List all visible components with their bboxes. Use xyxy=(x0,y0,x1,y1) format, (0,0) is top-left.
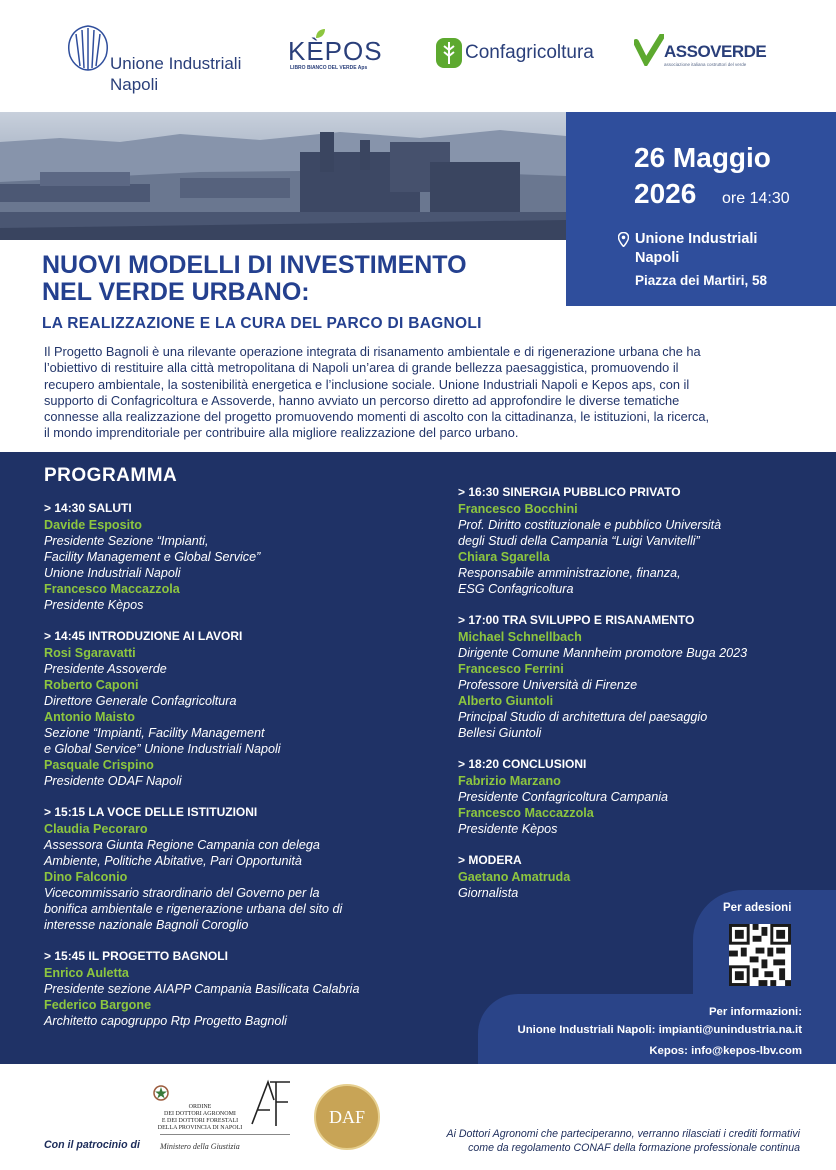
speaker-role: Presidente ODAF Napoli xyxy=(44,774,182,788)
speaker-role: Unione Industriali Napoli xyxy=(44,566,181,580)
speaker-name: Francesco Maccazzola xyxy=(44,582,180,596)
daf-seal-text: DAF xyxy=(328,1107,365,1127)
event-time: ore 14:30 xyxy=(722,190,790,207)
program-session xyxy=(44,804,424,933)
speaker-name: Alberto Giuntoli xyxy=(458,694,554,708)
patrocinio-label: Con il patrocinio di xyxy=(44,1139,140,1151)
speaker-name: Gaetano Amatruda xyxy=(458,870,571,884)
confagricoltura-name: Confagricoltura xyxy=(465,42,594,63)
intro-line: l’obiettivo di restituire alla città metropolitana di Napoli un’area di grande bellezza paesaggistica, promuovendo il xyxy=(44,360,679,376)
kepos-name: KÈPOS xyxy=(288,36,383,66)
program-session xyxy=(44,628,424,789)
assoverde-logo xyxy=(634,34,794,74)
venue-line2: Napoli xyxy=(635,250,680,266)
program-session xyxy=(458,756,788,837)
session-title: > 15:15 LA VOCE DELLE ISTITUZIONI xyxy=(44,805,258,819)
speaker-name: Chiara Sgarella xyxy=(458,550,550,564)
speaker-role: Bellesi Giuntoli xyxy=(458,726,542,740)
adesioni-label: Per adesioni xyxy=(723,902,792,914)
odaf-divider xyxy=(160,1134,290,1135)
speaker-name: Rosi Sgaravatti xyxy=(44,646,136,660)
program-session xyxy=(44,948,424,1029)
speaker-name: Dino Falconio xyxy=(44,870,128,884)
credits-line-2: come da regolamento CONAF della formazione professionale continua xyxy=(468,1142,800,1154)
intro-line: il mondo imprenditoriale per contribuire alla migliore realizzazione del parco urbano. xyxy=(44,425,519,441)
info-email-uin[interactable]: Unione Industriali Napoli: impianti@unindustria.na.it xyxy=(517,1024,802,1036)
speaker-role: Presidente Assoverde xyxy=(44,662,167,676)
speaker-role: Architetto capogruppo Rtp Progetto Bagnoli xyxy=(44,1014,287,1028)
odaf-line: ORDINE xyxy=(188,1104,212,1110)
speaker-role: Assessora Giunta Regione Campania con delega xyxy=(44,838,320,852)
shell-icon xyxy=(62,22,114,74)
odaf-line: E DEI DOTTORI FORESTALI xyxy=(161,1118,239,1124)
info-label: Per informazioni: xyxy=(708,1006,802,1018)
odaf-text-block xyxy=(150,1104,250,1132)
intro-line: Il Progetto Bagnoli è una rilevante operazione integrata di risanamento ambientale e di rigenerazione urbana che ha xyxy=(44,344,701,359)
speaker-role: Presidente Sezione “Impianti, xyxy=(44,534,209,548)
info-panel xyxy=(478,994,836,1064)
speaker-role: Principal Studio di architettura del paesaggio xyxy=(458,710,708,724)
event-info-box xyxy=(566,112,836,306)
speaker-role: Presidente Confagricoltura Campania xyxy=(458,790,669,804)
speaker-name: Pasquale Crispino xyxy=(44,758,154,772)
unione-industriali-logo xyxy=(60,22,260,97)
session-title: > 17:00 TRA SVILUPPO E RISANAMENTO xyxy=(458,613,695,627)
intro-paragraph xyxy=(44,344,804,442)
event-date: 26 Maggio xyxy=(634,142,771,173)
footer xyxy=(0,1064,836,1170)
speaker-role: Professore Università di Firenze xyxy=(458,678,638,692)
speaker-role: Prof. Diritto costituzionale e pubblico Università xyxy=(458,518,722,532)
speaker-name: Enrico Auletta xyxy=(44,966,129,980)
speaker-role: Responsabile amministrazione, finanza, xyxy=(458,566,681,580)
speaker-role: interesse nazionale Bagnoli Coroglio xyxy=(44,918,249,932)
title-line-1: NUOVI MODELLI DI INVESTIMENTO xyxy=(42,251,467,279)
page-subtitle: LA REALIZZAZIONE E LA CURA DEL PARCO DI BAGNOLI xyxy=(42,315,482,332)
session-title: > 14:45 INTRODUZIONE AI LAVORI xyxy=(44,629,243,643)
speaker-role: Giornalista xyxy=(458,886,519,900)
program-session xyxy=(458,484,788,597)
check-leaf-icon xyxy=(634,34,664,66)
location-pin-icon xyxy=(618,232,629,247)
page-title xyxy=(42,252,562,306)
uin-name-line2: Napoli xyxy=(110,75,159,94)
intro-line: recupero ambientale, la sostenibilità energetica e l’inclusione sociale. Unione Industriali Napoli e Kepos aps, con il xyxy=(44,376,690,392)
speaker-role: e Global Service” Unione Industriali Napoli xyxy=(44,742,281,756)
intro-line: supporto di Confagricoltura e Assoverde, hanno avviato un percorso diretto ad approfondire le diverse tematiche xyxy=(44,392,680,408)
program-heading: PROGRAMMA xyxy=(44,465,178,486)
program-left-column xyxy=(44,500,424,1044)
adesioni-panel xyxy=(693,890,836,994)
ministero-label: Ministero della Giustizia xyxy=(160,1142,240,1151)
speaker-name: Davide Esposito xyxy=(44,518,142,532)
speaker-name: Roberto Caponi xyxy=(44,678,139,692)
speaker-role: bonifica ambientale e rigenerazione urbana del sito di xyxy=(44,902,343,916)
republic-emblem-icon xyxy=(152,1084,170,1102)
assoverde-name: ASSOVERDE xyxy=(664,42,767,61)
speaker-role: Sezione “Impianti, Facility Management xyxy=(44,726,265,740)
odaf-af-logo-icon xyxy=(246,1078,292,1130)
speaker-role: Dirigente Comune Mannheim promotore Buga 2023 xyxy=(458,646,748,660)
speaker-name: Federico Bargone xyxy=(44,998,152,1012)
speaker-name: Antonio Maisto xyxy=(44,710,135,724)
session-title: > MODERA xyxy=(458,853,522,867)
session-title: > 14:30 SALUTI xyxy=(44,501,132,515)
speaker-role: Presidente Kèpos xyxy=(458,822,558,836)
odaf-line: DELLA PROVINCIA DI NAPOLI xyxy=(157,1125,243,1131)
qr-code-icon[interactable] xyxy=(729,924,791,986)
assoverde-tagline: associazione italiana costruttori del verde xyxy=(664,62,747,67)
speaker-name: Francesco Ferrini xyxy=(458,662,564,676)
speaker-role: Ambiente, Politiche Abitative, Pari Opportunità xyxy=(44,854,302,868)
speaker-name: Michael Schnellbach xyxy=(458,630,582,644)
speaker-role: Presidente sezione AIAPP Campania Basilicata Calabria xyxy=(44,982,360,996)
program-session xyxy=(44,500,424,613)
credits-line-1: Ai Dottori Agronomi che parteciperanno, verranno rilasciati i crediti formativi xyxy=(446,1128,800,1140)
program-session xyxy=(458,612,788,741)
confagricoltura-logo xyxy=(435,36,610,76)
intro-line: connesse alla realizzazione del progetto promuovendo momenti di ascolto con la cittadinanza, le istituzioni, la ricerca, xyxy=(44,409,710,425)
session-title: > 15:45 IL PROGETTO BAGNOLI xyxy=(44,949,228,963)
title-line-2: NEL VERDE URBANO: xyxy=(42,278,310,306)
speaker-name: Francesco Bocchini xyxy=(458,502,578,516)
session-title: > 18:20 CONCLUSIONI xyxy=(458,757,587,771)
daf-seal xyxy=(314,1084,380,1150)
odaf-line: DEI DOTTORI AGRONOMI xyxy=(164,1111,236,1117)
wheat-icon xyxy=(435,36,463,70)
speaker-name: Claudia Pecoraro xyxy=(44,822,148,836)
info-email-kepos[interactable]: Kepos: info@kepos-lbv.com xyxy=(649,1045,802,1057)
speaker-name: Fabrizio Marzano xyxy=(458,774,561,788)
logo-strip xyxy=(0,0,836,112)
speaker-role: Facility Management e Global Service” xyxy=(44,550,261,564)
program-right-column xyxy=(458,484,788,916)
speaker-role: degli Studi della Campania “Luigi Vanvitelli” xyxy=(458,534,700,548)
speaker-role: ESG Confagricoltura xyxy=(458,582,574,596)
venue-line1: Unione Industriali xyxy=(635,231,758,247)
kepos-tagline: LIBRO BIANCO DEL VERDE Aps xyxy=(290,65,368,71)
speaker-role: Vicecommissario straordinario del Governo per la xyxy=(44,886,320,900)
event-year: 2026 xyxy=(634,178,697,209)
kepos-logo xyxy=(286,28,396,78)
speaker-name: Francesco Maccazzola xyxy=(458,806,594,820)
speaker-role: Presidente Kèpos xyxy=(44,598,144,612)
speaker-role: Direttore Generale Confagricoltura xyxy=(44,694,237,708)
venue-address: Piazza dei Martiri, 58 xyxy=(635,273,768,288)
session-title: > 16:30 SINERGIA PUBBLICO PRIVATO xyxy=(458,485,681,499)
uin-name-line1: Unione Industriali xyxy=(110,54,242,73)
